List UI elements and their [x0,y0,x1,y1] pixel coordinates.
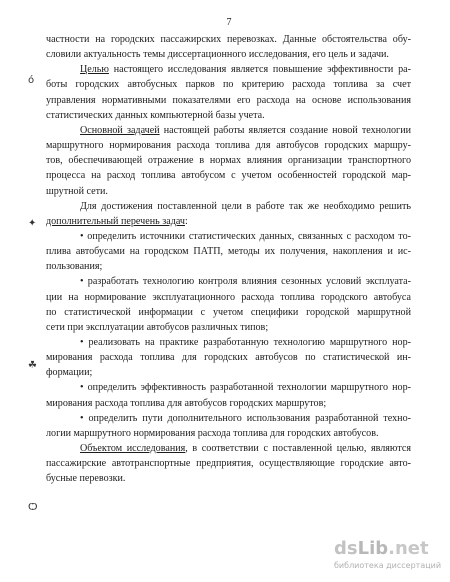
line-text: словили актуальность темы диссертационного исследования, его цель и задачи. [46,49,389,61]
line-text: настоящего исследования является повышение эффективности ра- [108,64,411,76]
watermark-logo [334,538,429,559]
line-text: • определить эффективность разработанной технологии маршрутного нор- [80,382,411,394]
text-line [46,321,411,334]
text-line [46,351,411,364]
text-line [80,275,411,288]
line-text: боты городских автобусных парков по критерию расхода топлива за счет [46,79,411,91]
underlined-term: Основной задачей [80,124,160,136]
text-line [46,366,411,379]
line-text: пассажирские автотранспортные предприятия, осуществляющие городские авто- [46,458,411,470]
line-text: по статистической информации с учетом специфики городской маршрутной [46,306,411,318]
line-text: Для достижения поставленной цели в работе так же необходимо решить [80,200,411,212]
text-line [80,412,411,425]
text-line [80,230,411,243]
text-line [80,200,411,213]
text-line [46,185,411,198]
line-text: настоящей работы является создание новой технологии [159,124,411,136]
text-line [46,427,411,440]
underlined-term: дополнительный перечень задач [46,215,185,227]
line-text: ции на нормирование эксплуатационного расхода топлива городского автобуса [46,291,411,303]
line-text: : [184,215,188,227]
text-line [46,472,411,485]
text-line [80,124,411,137]
text-line [46,291,411,304]
line-text: управления нормативными показателями его расхода на основе использования [46,94,411,106]
line-text: плива автобусами на городском ПАТП, методы их получения, накопления и ис- [46,246,411,258]
text-line [46,139,411,152]
text-line [80,381,411,394]
text-line [46,397,411,410]
watermark-subtitle: библиотека диссертаций [334,561,442,570]
line-text: • определить пути дополнительного использования разработанной техно- [80,412,411,424]
underlined-term: Целью [80,64,109,76]
text-line [80,442,411,455]
line-text: бусные перевозки. [46,473,126,485]
text-line [46,306,411,319]
watermark-logo-lib: Lib [357,538,389,559]
line-text: сети при эксплуатации автобусов различных типов; [46,321,269,333]
page-number: 7 [226,17,232,28]
text-line [46,48,411,61]
text-line [46,260,411,273]
text-line [46,169,411,182]
text-line [46,94,411,107]
line-text: маршрутного нормирования расхода топлива для автобусов городских маршру- [46,140,411,152]
line-text: логии маршрутного нормирования расхода топлива для городских автобусов. [46,427,379,439]
line-text: формации; [46,367,93,379]
text-line [46,33,411,46]
watermark [334,538,442,572]
underlined-term: Объектом исследования [80,443,186,455]
watermark-logo-net: .net [388,538,429,559]
margin-mark: Ѻ [28,502,38,513]
watermark-logo-ds: ds [334,538,358,559]
line-text: • реализовать на практике разработанную технологию маршрутного нор- [80,337,411,348]
margin-mark: ✦ [28,218,37,229]
line-text: мирования расхода топлива для городских автобусов по статистической ин- [46,352,411,364]
text-line [80,336,411,349]
text-line [46,78,411,91]
line-text: частности на городских пассажирских перевозках. Данные обстоятельства обу- [46,34,411,45]
text-line [80,63,411,76]
line-text: • определить источники статистических данных, связанных с расходом то- [80,230,411,242]
text-line [46,245,411,258]
line-text: пользования; [46,261,103,273]
line-text: тов, обеспечивающей отражение в нормах влияния организации транспортного [46,155,411,167]
line-text: процесса на расход топлива автобусом с учетом особенностей городской мар- [46,170,411,182]
text-line [46,457,411,470]
margin-mark: ó [28,75,35,86]
margin-mark: ☘ [28,360,37,371]
line-text: , в соответствии с поставленной целью, являются [185,443,411,455]
line-text: • разработать технологию контроля влияния сезонных условий эксплуата- [80,276,411,288]
line-text: статистических данных компьютерной базы учета. [46,109,265,121]
text-line [46,215,411,228]
line-text: шрутной сети. [46,185,108,197]
text-line [46,109,411,122]
line-text: мирования расхода топлива для автобусов городских маршрутов; [46,397,327,409]
text-line [46,154,411,167]
